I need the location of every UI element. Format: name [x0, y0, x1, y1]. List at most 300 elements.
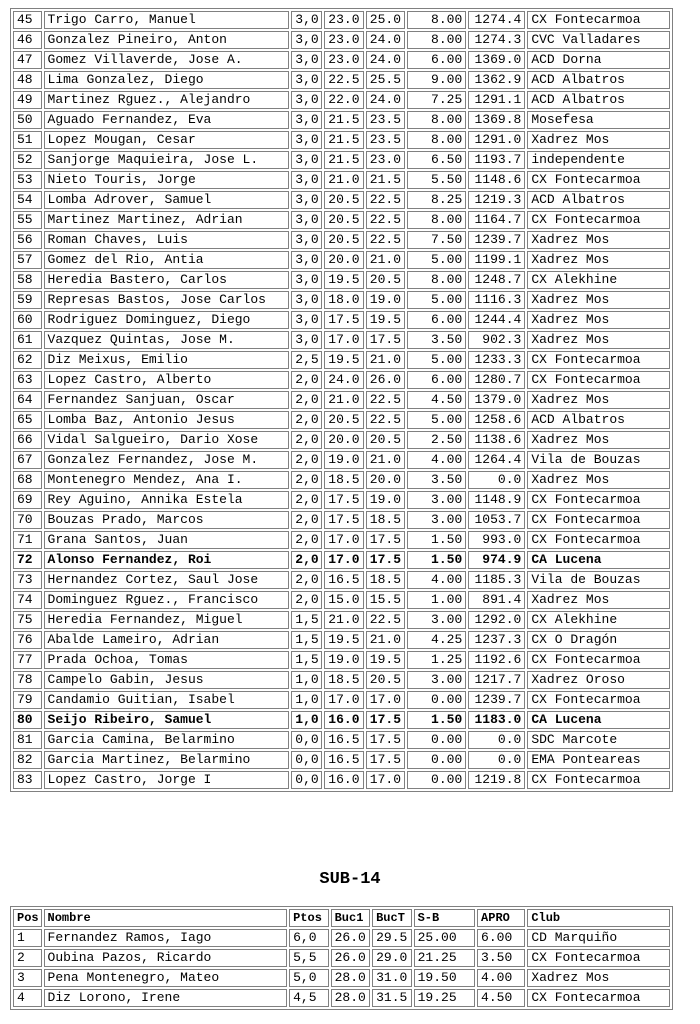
club-cell: Vila de Bouzas: [527, 451, 670, 469]
buc1-cell: 17.5: [324, 311, 364, 329]
buc1-cell: 23.0: [324, 31, 364, 49]
buc1-cell: 17.0: [324, 691, 364, 709]
points-cell: 3,0: [291, 71, 322, 89]
buc1-cell: 17.0: [324, 331, 364, 349]
club-cell: CX Fontecarmoa: [527, 171, 670, 189]
club-cell: CX Fontecarmoa: [527, 691, 670, 709]
rating-cell: 0.0: [468, 731, 525, 749]
buct-cell: 25.0: [366, 11, 406, 29]
name-cell: Lima Gonzalez, Diego: [44, 71, 290, 89]
points-cell: 3,0: [291, 171, 322, 189]
rating-cell: 1274.4: [468, 11, 525, 29]
club-cell: ACD Albatros: [527, 71, 670, 89]
name-cell: Lopez Mougan, Cesar: [44, 131, 290, 149]
buct-cell: 19.5: [366, 651, 406, 669]
pos-cell: 77: [13, 651, 42, 669]
name-cell: Garcia Martinez, Belarmino: [44, 751, 290, 769]
points-cell: 3,0: [291, 231, 322, 249]
sb-cell: 6.00: [407, 51, 466, 69]
buct-cell: 21.0: [366, 351, 406, 369]
sb-cell: 25.00: [414, 929, 475, 947]
buct-cell: 23.5: [366, 111, 406, 129]
table-row: [13, 571, 670, 589]
rating-cell: 1244.4: [468, 311, 525, 329]
sb-cell: 19.25: [414, 989, 475, 1007]
name-cell: Vazquez Quintas, Jose M.: [44, 331, 290, 349]
name-cell: Gomez del Rio, Antia: [44, 251, 290, 269]
pos-cell: 60: [13, 311, 42, 329]
points-cell: 3,0: [291, 91, 322, 109]
name-cell: Roman Chaves, Luis: [44, 231, 290, 249]
pos-cell: 80: [13, 711, 42, 729]
buc1-cell: 16.5: [324, 731, 364, 749]
header-points-cell: Ptos: [289, 909, 329, 927]
buct-cell: 22.5: [366, 611, 406, 629]
club-cell: CX Fontecarmoa: [527, 351, 670, 369]
rating-cell: 891.4: [468, 591, 525, 609]
points-cell: 3,0: [291, 51, 322, 69]
buc1-cell: 20.0: [324, 251, 364, 269]
buc1-cell: 17.5: [324, 511, 364, 529]
points-cell: 2,5: [291, 351, 322, 369]
name-cell: Garcia Camina, Belarmino: [44, 731, 290, 749]
pos-cell: 3: [13, 969, 42, 987]
name-cell: Seijo Ribeiro, Samuel: [44, 711, 290, 729]
table-row: [13, 291, 670, 309]
pos-cell: 59: [13, 291, 42, 309]
buct-cell: 24.0: [366, 31, 406, 49]
pos-cell: 58: [13, 271, 42, 289]
pos-cell: 81: [13, 731, 42, 749]
buct-cell: 17.5: [366, 331, 406, 349]
buc1-cell: 18.0: [324, 291, 364, 309]
buct-cell: 23.5: [366, 131, 406, 149]
name-cell: Abalde Lameiro, Adrian: [44, 631, 290, 649]
rating-cell: 902.3: [468, 331, 525, 349]
name-cell: Gonzalez Pineiro, Anton: [44, 31, 290, 49]
pos-cell: 48: [13, 71, 42, 89]
pos-cell: 72: [13, 551, 42, 569]
buc1-cell: 16.0: [324, 711, 364, 729]
buct-cell: 31.0: [372, 969, 412, 987]
sb-cell: 1.50: [407, 711, 466, 729]
table-row: [13, 651, 670, 669]
pos-cell: 71: [13, 531, 42, 549]
sb-cell: 8.00: [407, 31, 466, 49]
buct-cell: 20.5: [366, 671, 406, 689]
rating-cell: 1291.0: [468, 131, 525, 149]
buc1-cell: 24.0: [324, 371, 364, 389]
buct-cell: 26.0: [366, 371, 406, 389]
pos-cell: 2: [13, 949, 42, 967]
points-cell: 0,0: [291, 771, 322, 789]
pos-cell: 63: [13, 371, 42, 389]
points-cell: 0,0: [291, 751, 322, 769]
buc1-cell: 18.5: [324, 471, 364, 489]
header-buc1-cell: Buc1: [331, 909, 371, 927]
buct-cell: 22.5: [366, 191, 406, 209]
section-title: SUB-14: [319, 870, 381, 889]
points-cell: 5,0: [289, 969, 329, 987]
sb-cell: 6.00: [407, 371, 466, 389]
table-row: [13, 929, 670, 947]
club-cell: Xadrez Mos: [527, 291, 670, 309]
name-cell: Trigo Carro, Manuel: [44, 11, 290, 29]
name-cell: Martinez Rguez., Alejandro: [44, 91, 290, 109]
points-cell: 3,0: [291, 131, 322, 149]
buct-cell: 21.5: [366, 171, 406, 189]
table-row: [13, 111, 670, 129]
name-cell: Nieto Touris, Jorge: [44, 171, 290, 189]
table-row: [13, 71, 670, 89]
points-cell: 3,0: [291, 331, 322, 349]
buct-cell: 18.5: [366, 571, 406, 589]
sb-cell: 4.50: [407, 391, 466, 409]
club-cell: independente: [527, 151, 670, 169]
sb-cell: 3.00: [407, 511, 466, 529]
rating-cell: 974.9: [468, 551, 525, 569]
club-cell: CD Marquiño: [527, 929, 670, 947]
points-cell: 2,0: [291, 371, 322, 389]
points-cell: 2,0: [291, 391, 322, 409]
buct-cell: 31.5: [372, 989, 412, 1007]
points-cell: 2,0: [291, 571, 322, 589]
club-cell: CX Fontecarmoa: [527, 211, 670, 229]
sb-cell: 8.00: [407, 11, 466, 29]
sb-cell: 3.00: [407, 491, 466, 509]
sub14-table: [10, 906, 673, 1010]
buc1-cell: 23.0: [324, 51, 364, 69]
name-cell: Heredia Fernandez, Miguel: [44, 611, 290, 629]
pos-cell: 74: [13, 591, 42, 609]
club-cell: CX Fontecarmoa: [527, 989, 670, 1007]
rating-cell: 1219.3: [468, 191, 525, 209]
table-row: [13, 391, 670, 409]
name-cell: Gomez Villaverde, Jose A.: [44, 51, 290, 69]
club-cell: Xadrez Mos: [527, 311, 670, 329]
rating-cell: 1183.0: [468, 711, 525, 729]
pos-cell: 51: [13, 131, 42, 149]
rating-cell: 1193.7: [468, 151, 525, 169]
buct-cell: 18.5: [366, 511, 406, 529]
sb-cell: 0.00: [407, 731, 466, 749]
sb-cell: 8.00: [407, 131, 466, 149]
sb-cell: 4.00: [407, 451, 466, 469]
rating-cell: 1379.0: [468, 391, 525, 409]
pos-cell: 69: [13, 491, 42, 509]
table-row: [13, 191, 670, 209]
table-row: [13, 611, 670, 629]
sb-cell: 5.00: [407, 411, 466, 429]
table-header-row: [13, 909, 670, 927]
buc1-cell: 26.0: [331, 949, 371, 967]
points-cell: 2,0: [291, 531, 322, 549]
sb-cell: 7.50: [407, 231, 466, 249]
pos-cell: 50: [13, 111, 42, 129]
club-cell: Vila de Bouzas: [527, 571, 670, 589]
sb-cell: 5.50: [407, 171, 466, 189]
name-cell: Diz Lorono, Irene: [44, 989, 288, 1007]
sb-cell: 0.00: [407, 751, 466, 769]
name-cell: Lomba Baz, Antonio Jesus: [44, 411, 290, 429]
buc1-cell: 22.0: [324, 91, 364, 109]
buct-cell: 19.0: [366, 291, 406, 309]
sb-cell: 0.00: [407, 691, 466, 709]
rating-cell: 1148.6: [468, 171, 525, 189]
sb-cell: 4.00: [407, 571, 466, 589]
club-cell: Xadrez Mos: [527, 591, 670, 609]
club-cell: ACD Albatros: [527, 411, 670, 429]
club-cell: Xadrez Mos: [527, 131, 670, 149]
pos-cell: 45: [13, 11, 42, 29]
table-row: [13, 11, 670, 29]
name-cell: Represas Bastos, Jose Carlos: [44, 291, 290, 309]
points-cell: 3,0: [291, 31, 322, 49]
pos-cell: 61: [13, 331, 42, 349]
club-cell: CX O Dragón: [527, 631, 670, 649]
rating-cell: 1248.7: [468, 271, 525, 289]
buct-cell: 20.0: [366, 471, 406, 489]
buc1-cell: 15.0: [324, 591, 364, 609]
points-cell: 1,5: [291, 611, 322, 629]
points-cell: 2,0: [291, 551, 322, 569]
table-row: [13, 511, 670, 529]
pos-cell: 67: [13, 451, 42, 469]
club-cell: Xadrez Mos: [527, 969, 670, 987]
points-cell: 3,0: [291, 211, 322, 229]
pos-cell: 82: [13, 751, 42, 769]
buc1-cell: 17.0: [324, 551, 364, 569]
club-cell: CX Fontecarmoa: [527, 11, 670, 29]
club-cell: Mosefesa: [527, 111, 670, 129]
club-cell: Xadrez Mos: [527, 231, 670, 249]
sb-cell: 8.00: [407, 111, 466, 129]
table-row: [13, 411, 670, 429]
pos-cell: 83: [13, 771, 42, 789]
buc1-cell: 23.0: [324, 11, 364, 29]
club-cell: CA Lucena: [527, 551, 670, 569]
pos-cell: 70: [13, 511, 42, 529]
pos-cell: 55: [13, 211, 42, 229]
table-row: [13, 771, 670, 789]
rating-cell: 993.0: [468, 531, 525, 549]
buct-cell: 24.0: [366, 91, 406, 109]
buc1-cell: 21.0: [324, 391, 364, 409]
buct-cell: 17.5: [366, 711, 406, 729]
points-cell: 1,5: [291, 631, 322, 649]
sb-cell: 5.00: [407, 351, 466, 369]
name-cell: Gonzalez Fernandez, Jose M.: [44, 451, 290, 469]
rating-cell: 0.0: [468, 471, 525, 489]
buct-cell: 17.5: [366, 551, 406, 569]
table-row: [13, 751, 670, 769]
buct-cell: 29.0: [372, 949, 412, 967]
name-cell: Rey Aguino, Annika Estela: [44, 491, 290, 509]
club-cell: Xadrez Mos: [527, 471, 670, 489]
table-row: [13, 151, 670, 169]
buc1-cell: 28.0: [331, 969, 371, 987]
sb-cell: 1.00: [407, 591, 466, 609]
sb-cell: 7.25: [407, 91, 466, 109]
table-row: [13, 51, 670, 69]
table-row: [13, 671, 670, 689]
table-row: [13, 969, 670, 987]
rating-cell: 4.00: [477, 969, 525, 987]
sb-cell: 0.00: [407, 771, 466, 789]
header-buct-cell: BucT: [372, 909, 412, 927]
points-cell: 2,0: [291, 591, 322, 609]
sb-cell: 19.50: [414, 969, 475, 987]
buct-cell: 20.5: [366, 271, 406, 289]
club-cell: CVC Valladares: [527, 31, 670, 49]
rating-cell: 1199.1: [468, 251, 525, 269]
rating-cell: 1148.9: [468, 491, 525, 509]
sb-cell: 8.25: [407, 191, 466, 209]
name-cell: Sanjorge Maquieira, Jose L.: [44, 151, 290, 169]
name-cell: Campelo Gabin, Jesus: [44, 671, 290, 689]
sb-cell: 5.00: [407, 291, 466, 309]
sb-cell: 3.00: [407, 611, 466, 629]
pos-cell: 78: [13, 671, 42, 689]
rating-cell: 1362.9: [468, 71, 525, 89]
buc1-cell: 21.5: [324, 111, 364, 129]
sb-cell: 3.50: [407, 331, 466, 349]
buct-cell: 19.5: [366, 311, 406, 329]
table-row: [13, 471, 670, 489]
club-cell: Xadrez Mos: [527, 391, 670, 409]
name-cell: Montenegro Mendez, Ana I.: [44, 471, 290, 489]
points-cell: 2,0: [291, 511, 322, 529]
name-cell: Vidal Salgueiro, Dario Xose: [44, 431, 290, 449]
rating-cell: 1274.3: [468, 31, 525, 49]
sb-cell: 9.00: [407, 71, 466, 89]
header-sb-cell: S-B: [414, 909, 475, 927]
buc1-cell: 19.0: [324, 451, 364, 469]
table-row: [13, 131, 670, 149]
points-cell: 1,0: [291, 671, 322, 689]
name-cell: Hernandez Cortez, Saul Jose: [44, 571, 290, 589]
table-row: [13, 251, 670, 269]
sb-cell: 5.00: [407, 251, 466, 269]
name-cell: Martinez Martinez, Adrian: [44, 211, 290, 229]
buc1-cell: 19.5: [324, 271, 364, 289]
rating-cell: 1192.6: [468, 651, 525, 669]
buc1-cell: 20.0: [324, 431, 364, 449]
club-cell: CX Fontecarmoa: [527, 651, 670, 669]
points-cell: 3,0: [291, 11, 322, 29]
table-row: [13, 271, 670, 289]
sb-cell: 8.00: [407, 271, 466, 289]
pos-cell: 65: [13, 411, 42, 429]
buc1-cell: 20.5: [324, 191, 364, 209]
sb-cell: 4.25: [407, 631, 466, 649]
sb-cell: 1.50: [407, 551, 466, 569]
name-cell: Lopez Castro, Alberto: [44, 371, 290, 389]
name-cell: Aguado Fernandez, Eva: [44, 111, 290, 129]
buc1-cell: 21.0: [324, 171, 364, 189]
rating-cell: 3.50: [477, 949, 525, 967]
header-rating-cell: APRO: [477, 909, 525, 927]
pos-cell: 52: [13, 151, 42, 169]
table-row: [13, 531, 670, 549]
rating-cell: 1292.0: [468, 611, 525, 629]
club-cell: Xadrez Mos: [527, 331, 670, 349]
pos-cell: 62: [13, 351, 42, 369]
rating-cell: 1258.6: [468, 411, 525, 429]
table-row: [13, 351, 670, 369]
pos-cell: 46: [13, 31, 42, 49]
name-cell: Heredia Bastero, Carlos: [44, 271, 290, 289]
buct-cell: 20.5: [366, 431, 406, 449]
table-row: [13, 171, 670, 189]
table-row: [13, 591, 670, 609]
points-cell: 1,0: [291, 691, 322, 709]
sb-cell: 3.50: [407, 471, 466, 489]
rating-cell: 1053.7: [468, 511, 525, 529]
rating-cell: 1116.3: [468, 291, 525, 309]
club-cell: ACD Dorna: [527, 51, 670, 69]
pos-cell: 4: [13, 989, 42, 1007]
name-cell: Bouzas Prado, Marcos: [44, 511, 290, 529]
points-cell: 3,0: [291, 291, 322, 309]
buc1-cell: 16.5: [324, 751, 364, 769]
name-cell: Candamio Guitian, Isabel: [44, 691, 290, 709]
rating-cell: 1164.7: [468, 211, 525, 229]
rating-cell: 1291.1: [468, 91, 525, 109]
points-cell: 5,5: [289, 949, 329, 967]
buc1-cell: 20.5: [324, 411, 364, 429]
points-cell: 3,0: [291, 191, 322, 209]
name-cell: Fernandez Ramos, Iago: [44, 929, 288, 947]
buct-cell: 21.0: [366, 251, 406, 269]
club-cell: CX Fontecarmoa: [527, 511, 670, 529]
buc1-cell: 17.5: [324, 491, 364, 509]
buc1-cell: 18.5: [324, 671, 364, 689]
buct-cell: 17.5: [366, 531, 406, 549]
buc1-cell: 21.5: [324, 151, 364, 169]
buct-cell: 17.5: [366, 751, 406, 769]
points-cell: 6,0: [289, 929, 329, 947]
buc1-cell: 21.5: [324, 131, 364, 149]
table-row: [13, 451, 670, 469]
table-row: [13, 91, 670, 109]
club-cell: CX Alekhine: [527, 611, 670, 629]
pos-cell: 75: [13, 611, 42, 629]
club-cell: ACD Albatros: [527, 191, 670, 209]
club-cell: Xadrez Mos: [527, 251, 670, 269]
buct-cell: 17.0: [366, 771, 406, 789]
buct-cell: 24.0: [366, 51, 406, 69]
pos-cell: 47: [13, 51, 42, 69]
buct-cell: 22.5: [366, 211, 406, 229]
buct-cell: 15.5: [366, 591, 406, 609]
points-cell: 3,0: [291, 311, 322, 329]
sb-cell: 8.00: [407, 211, 466, 229]
points-cell: 4,5: [289, 989, 329, 1007]
rating-cell: 1237.3: [468, 631, 525, 649]
pos-cell: 1: [13, 929, 42, 947]
name-cell: Prada Ochoa, Tomas: [44, 651, 290, 669]
name-cell: Pena Montenegro, Mateo: [44, 969, 288, 987]
table-row: [13, 31, 670, 49]
rating-cell: 1219.8: [468, 771, 525, 789]
buct-cell: 23.0: [366, 151, 406, 169]
points-cell: 3,0: [291, 251, 322, 269]
rating-cell: 1239.7: [468, 691, 525, 709]
sb-cell: 6.50: [407, 151, 466, 169]
rating-cell: 1369.8: [468, 111, 525, 129]
name-cell: Lopez Castro, Jorge I: [44, 771, 290, 789]
